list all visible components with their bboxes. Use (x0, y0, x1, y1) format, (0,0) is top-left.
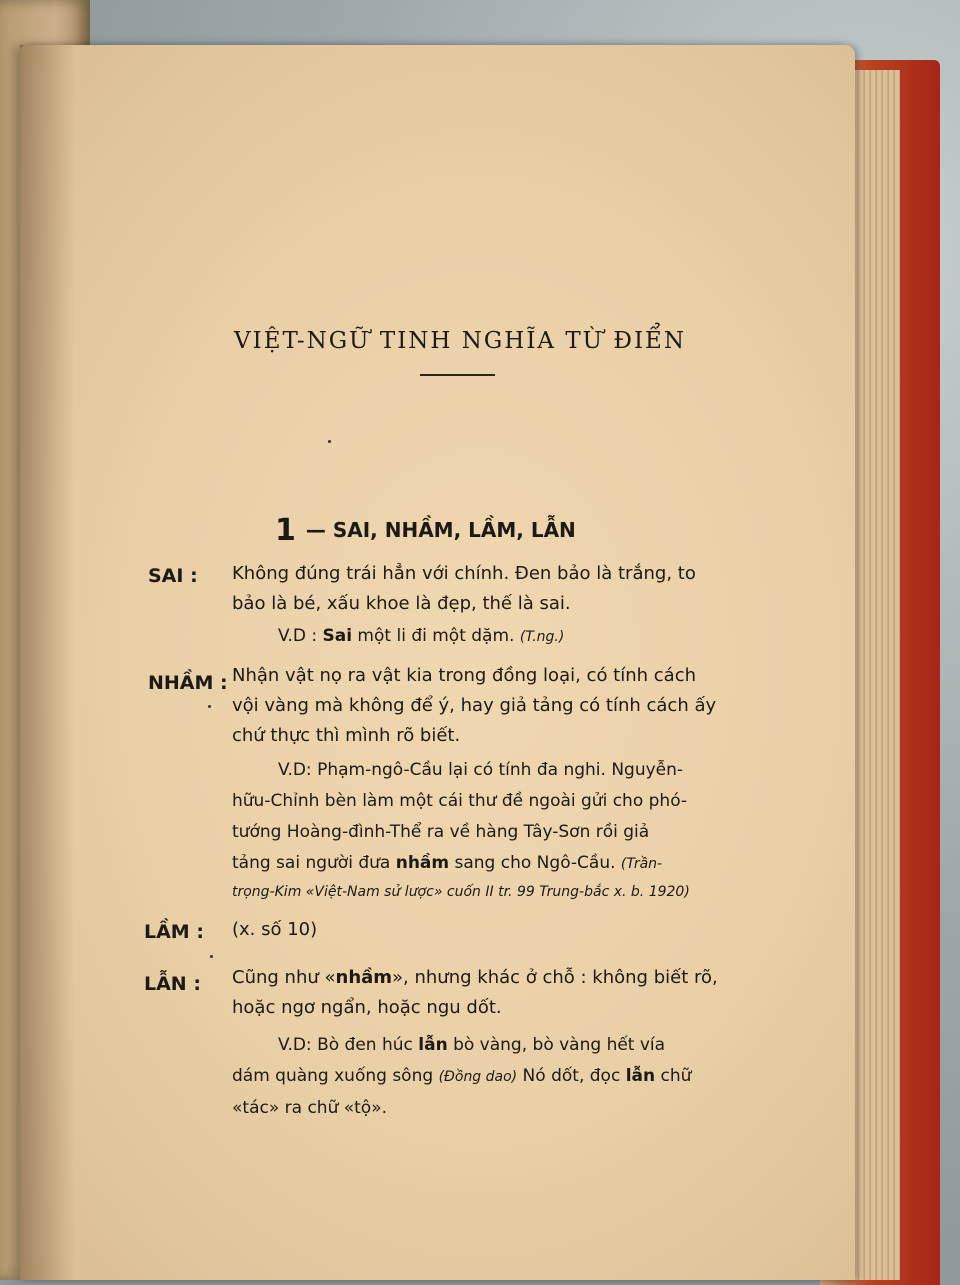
example-line: «tác» ra chữ «tộ». (232, 1098, 388, 1118)
example-text: bò vàng, bò vàng hết vía (447, 1035, 666, 1055)
definition-nham (232, 661, 716, 751)
definition-line: chứ thực thì mình rõ biết. (232, 725, 461, 746)
example-keyword: Sai (322, 626, 353, 646)
section-heading (275, 513, 675, 548)
example-line (232, 1030, 691, 1061)
term-lan: LẪN : (144, 973, 201, 995)
example-text: một li đi một dặm. (352, 626, 520, 646)
definition-line: hoặc ngơ ngẩn, hoặc ngu dốt. (232, 997, 502, 1018)
example-text: V.D: Bò đen húc (278, 1035, 419, 1055)
term-nham: NHẦM : (148, 672, 228, 694)
example-keyword: nhầm (395, 853, 450, 873)
example-line: V.D: Phạm-ngô-Cầu lại có tính đa nghi. Nguyễn- (278, 760, 684, 780)
section-title: — SAI, NHẦM, LẦM, LẪN (305, 518, 576, 542)
example-lan (232, 1030, 691, 1124)
example-text: tảng sai người đưa (232, 853, 396, 873)
definition-line: vội vàng mà không để ý, hay giả tảng có tính cách ấy (232, 695, 717, 716)
section-number: 1 (275, 513, 296, 548)
print-speck (328, 440, 331, 443)
example-line: hữu-Chỉnh bèn làm một cái thư đề ngoài gửi cho phó- (232, 791, 688, 811)
example-source: (T.ng.) (519, 629, 565, 645)
definition-lam: (x. số 10) (232, 919, 318, 940)
term-sai: SAI : (148, 565, 198, 587)
term-lam: LẦM : (144, 921, 204, 943)
example-source: (Trần- (620, 856, 663, 872)
definition-line: bảo là bé, xấu khoe là đẹp, thế là sai. (232, 593, 571, 614)
title-underline (420, 374, 495, 376)
example-text: chữ (655, 1066, 692, 1086)
example-nham (232, 755, 690, 904)
example-text: Nó dốt, đọc (517, 1066, 626, 1086)
example-line (232, 1061, 691, 1093)
example-source: (Đồng dao) (438, 1069, 518, 1085)
example-text: sang cho Ngô-Cầu. (449, 853, 621, 873)
definition-lan (232, 963, 718, 1023)
example-prefix: V.D : (278, 626, 318, 646)
print-speck (208, 705, 211, 708)
example-text: dám quàng xuống sông (232, 1066, 439, 1086)
definition-line (232, 963, 718, 993)
definition-sai (232, 559, 696, 619)
print-speck (210, 955, 213, 958)
definition-keyword: nhầm (335, 967, 393, 988)
definition-line: Nhận vật nọ ra vật kia trong đồng loại, có tính cách (232, 665, 697, 686)
example-line (232, 848, 690, 880)
example-sai (278, 621, 564, 653)
definition-line: Không đúng trái hẳn với chính. Đen bảo là trắng, to (232, 563, 696, 584)
definition-text: », nhưng khác ở chỗ : không biết rõ, (392, 967, 718, 988)
example-keyword: lẫn (418, 1035, 448, 1055)
example-source-line: trọng-Kim «Việt-Nam sử lược» cuốn II tr. 99 Trung-bắc x. b. 1920) (232, 884, 690, 900)
example-keyword: lẫn (625, 1066, 656, 1086)
example-line: tướng Hoàng-đình-Thể ra về hàng Tây-Sơn rồi giả (232, 822, 650, 842)
page-title: VIỆT-NGỮ TINH NGHĨA TỪ ĐIỂN (234, 328, 686, 354)
book-page (20, 45, 855, 1280)
definition-text: Cũng như « (232, 967, 336, 988)
page-gutter-shadow (20, 45, 75, 1280)
